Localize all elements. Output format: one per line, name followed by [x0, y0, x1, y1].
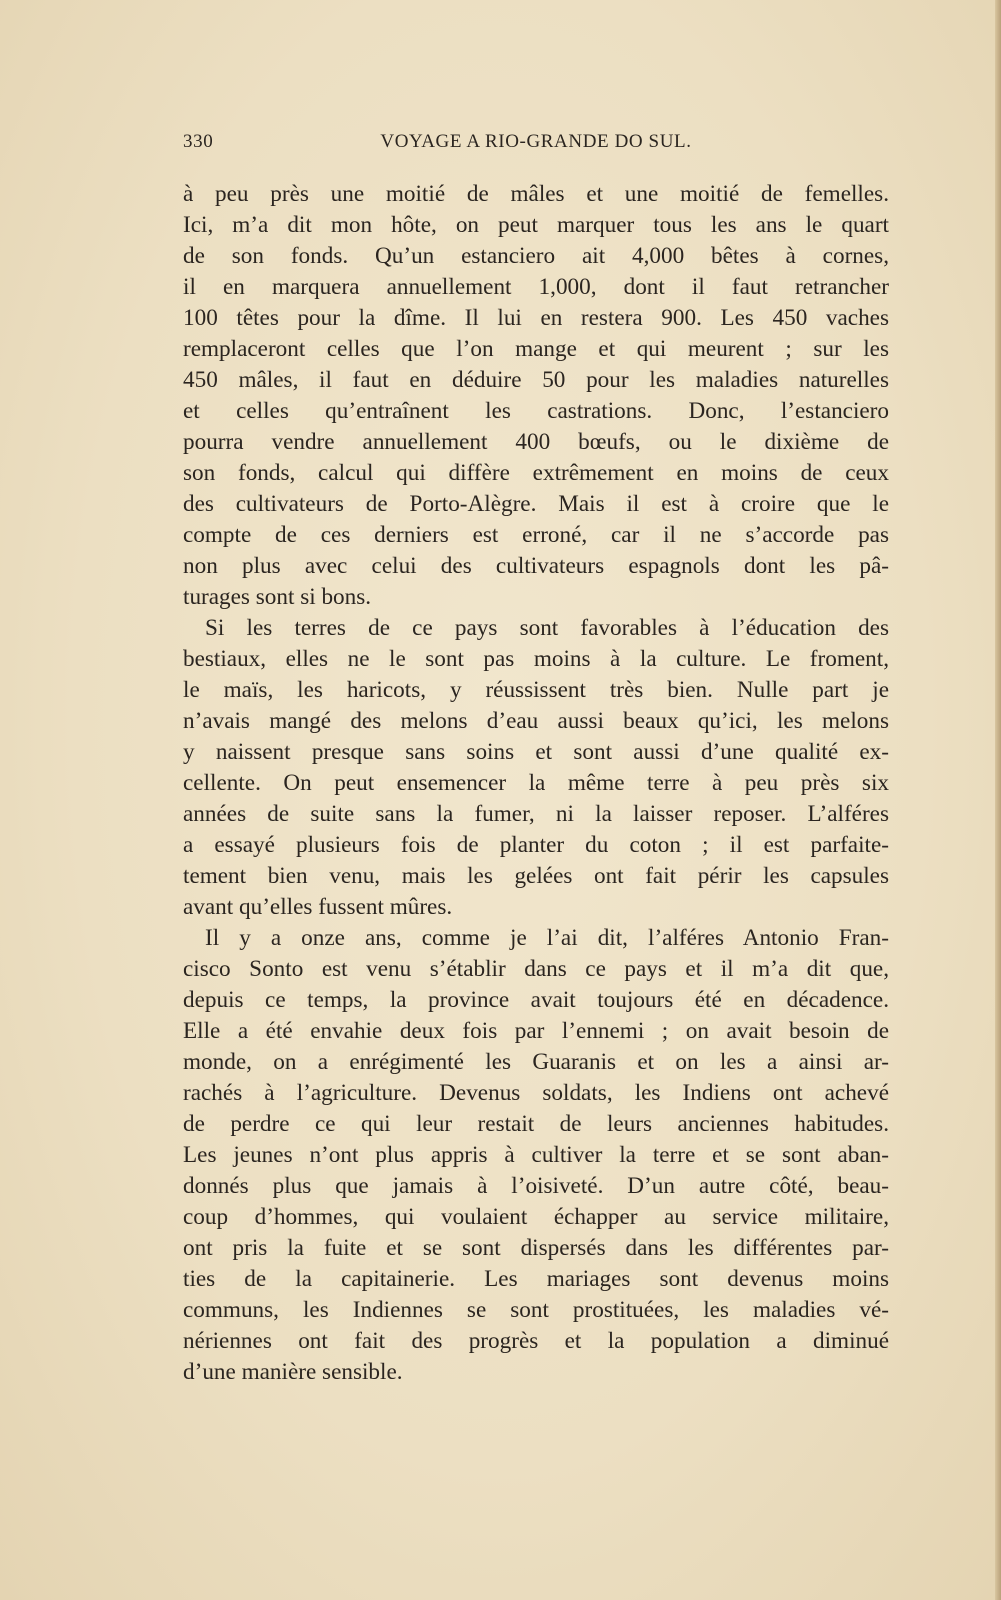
text-line: ont pris la fuite et se sont dispersés dans les différentes par-	[183, 1235, 889, 1261]
text-line: pourra vendre annuellement 400 bœufs, ou le dixième de	[183, 429, 889, 455]
text-line: cellente. On peut ensemencer la même terre à peu près six	[183, 770, 889, 796]
text-line: a essayé plusieurs fois de planter du coton ; il est parfaite-	[183, 832, 889, 858]
text-line: années de suite sans la fumer, ni la laisser reposer. L’alféres	[183, 801, 889, 827]
body-text	[183, 179, 889, 1388]
paragraph-start-line: Il y a onze ans, comme je l’ai dit, l’alféres Antonio Fran-	[205, 925, 889, 951]
text-line: il en marquera annuellement 1,000, dont il faut retrancher	[183, 274, 889, 300]
text-line: n’avais mangé des melons d’eau aussi beaux qu’ici, les melons	[183, 708, 889, 734]
text-line: son fonds, calcul qui diffère extrêmement en moins de ceux	[183, 460, 889, 486]
text-line: depuis ce temps, la province avait toujours été en décadence.	[183, 987, 889, 1013]
text-line: le maïs, les haricots, y réussissent très bien. Nulle part je	[183, 677, 889, 703]
text-line: coup d’hommes, qui voulaient échapper au service militaire,	[183, 1204, 889, 1230]
paragraph-start-line: Si les terres de ce pays sont favorables à l’éducation des	[205, 615, 889, 641]
page-number: 330	[183, 131, 214, 152]
text-line: compte de ces derniers est erroné, car il ne s’accorde pas	[183, 522, 889, 548]
paragraph-end-line: turages sont si bons.	[183, 584, 372, 610]
text-line: nériennes ont fait des progrès et la population a diminué	[183, 1328, 889, 1354]
text-line: et celles qu’entraînent les castrations. Donc, l’estanciero	[183, 398, 889, 424]
text-line: monde, on a enrégimenté les Guaranis et on les a ainsi ar-	[183, 1049, 889, 1075]
text-line: ties de la capitainerie. Les mariages sont devenus moins	[183, 1266, 889, 1292]
page-edge	[995, 0, 1001, 1600]
paragraph-end-line: d’une manière sensible.	[183, 1359, 403, 1385]
text-line: rachés à l’agriculture. Devenus soldats, les Indiens ont achevé	[183, 1080, 889, 1106]
text-line: y naissent presque sans soins et sont aussi d’une qualité ex-	[183, 739, 889, 765]
text-line: tement bien venu, mais les gelées ont fait périr les capsules	[183, 863, 889, 889]
text-line: Les jeunes n’ont plus appris à cultiver la terre et se sont aban-	[183, 1142, 889, 1168]
text-line: à peu près une moitié de mâles et une moitié de femelles.	[183, 181, 889, 207]
text-line: 100 têtes pour la dîme. Il lui en restera 900. Les 450 vaches	[183, 305, 889, 331]
text-line: remplaceront celles que l’on mange et qui meurent ; sur les	[183, 336, 889, 362]
text-line: bestiaux, elles ne le sont pas moins à la culture. Le froment,	[183, 646, 889, 672]
text-line: donnés plus que jamais à l’oisiveté. D’un autre côté, beau-	[183, 1173, 889, 1199]
text-line: non plus avec celui des cultivateurs espagnols dont les pâ-	[183, 553, 889, 579]
text-line: des cultivateurs de Porto-Alègre. Mais il est à croire que le	[183, 491, 889, 517]
running-title: VOYAGE A RIO-GRANDE DO SUL.	[380, 131, 692, 152]
page-header	[183, 131, 889, 157]
text-line: cisco Sonto est venu s’établir dans ce pays et il m’a dit que,	[183, 956, 889, 982]
text-line: Elle a été envahie deux fois par l’ennemi ; on avait besoin de	[183, 1018, 889, 1044]
text-line: de perdre ce qui leur restait de leurs anciennes habitudes.	[183, 1111, 889, 1137]
paragraph-end-line: avant qu’elles fussent mûres.	[183, 894, 453, 920]
text-line: de son fonds. Qu’un estanciero ait 4,000 bêtes à cornes,	[183, 243, 889, 269]
text-line: 450 mâles, il faut en déduire 50 pour les maladies naturelles	[183, 367, 889, 393]
text-line: communs, les Indiennes se sont prostituées, les maladies vé-	[183, 1297, 889, 1323]
text-line: Ici, m’a dit mon hôte, on peut marquer tous les ans le quart	[183, 212, 889, 238]
